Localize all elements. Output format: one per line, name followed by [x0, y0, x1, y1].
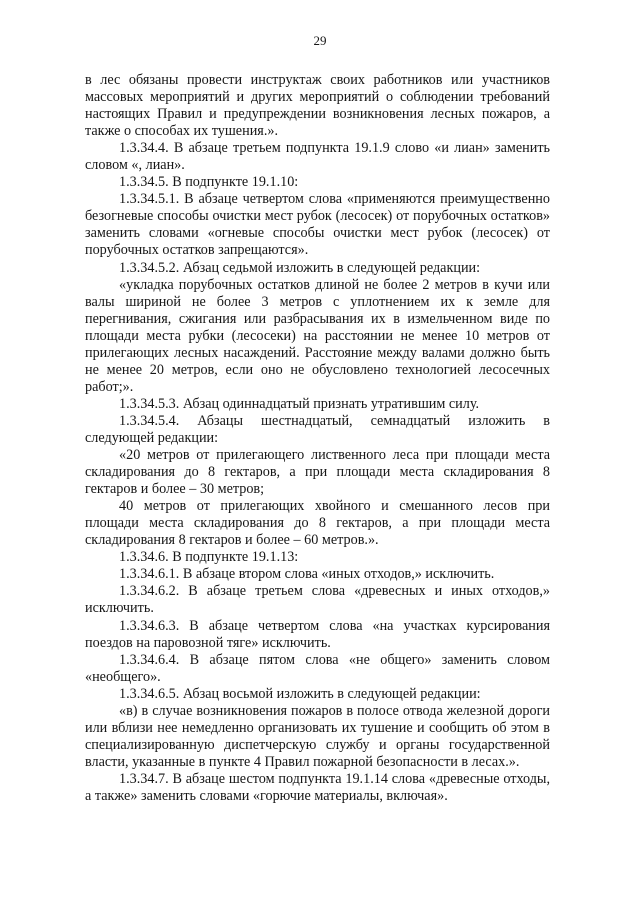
paragraph-1-3-34-5-4: 1.3.34.5.4. Абзацы шестнадцатый, семнадцатый изложить в следующей редакции:: [85, 412, 550, 446]
paragraph-1-3-34-6-2: 1.3.34.6.2. В абзаце третьем слова «древесных и иных отходов,» исключить.: [85, 583, 550, 617]
paragraph-1-3-34-6-3: 1.3.34.6.3. В абзаце четвертом слова «на участках курсирования поездов на паровозной тяге» исключить.: [85, 617, 550, 651]
paragraph-1-3-34-5-1: 1.3.34.5.1. В абзаце четвертом слова «применяются преимущественно безогневые способы очистки мест рубок (лесосек) от порубочных остатков» заменить словами «огневые способы очистки мест рубок (лесосек) от порубочных остатков запрещаются».: [85, 191, 550, 259]
paragraph-continuation: в лес обязаны провести инструктаж своих работников или участников массовых мероприятий и других мероприятий о соблюдении требований настоящих Правил и предупреждении возникновения лесных пожаров, а также о способах их тушения.».: [85, 72, 550, 140]
paragraph-1-3-34-7: 1.3.34.7. В абзаце шестом подпункта 19.1.14 слова «древесные отходы, а также» заменить словами «горючие материалы, включая».: [85, 770, 550, 804]
page-number: 29: [313, 33, 327, 48]
quoted-paragraph-20-meters: «20 метров от прилегающего лиственного леса при площади места складирования до 8 гектаров, а при площади места складирования 8 гектаров и более – 30 метров;: [85, 447, 550, 498]
paragraph-1-3-34-6-1: 1.3.34.6.1. В абзаце втором слова «иных отходов,» исключить.: [119, 566, 495, 583]
quoted-paragraph-fire-railway: «в) в случае возникновения пожаров в полосе отвода железной дороги или вблизи нее немедленно организовать их тушение и сообщить об этом в специализированную диспетчерскую службу и органы государственной власти, указанные в пункте 4 Правил пожарной безопасности в лесах.».: [85, 702, 550, 770]
paragraph-1-3-34-6-4: 1.3.34.6.4. В абзаце пятом слова «не общего» заменить словом «необщего».: [85, 651, 550, 685]
quoted-paragraph-logging-residues: «укладка порубочных остатков длиной не более 2 метров в кучи или валы шириной не более 3 метров с уплотнением их к земле для перегнивания, сжигания или разбрасывания их в измельченном виде по площади места рубки (лесосеки) на расстоянии не менее 10 метров от прилегающих лесных насаждений. Расстояние между валами должно быть не менее 20 метров, если оно не обусловлено технологией лесосечных работ;».: [85, 276, 550, 395]
paragraph-1-3-34-5-2: 1.3.34.5.2. Абзац седьмой изложить в следующей редакции:: [119, 259, 481, 276]
paragraph-1-3-34-5: 1.3.34.5. В подпункте 19.1.10:: [119, 174, 299, 191]
paragraph-1-3-34-4: 1.3.34.4. В абзаце третьем подпункта 19.1.9 слово «и лиан» заменить словом «, лиан».: [85, 140, 550, 174]
quoted-paragraph-40-meters: 40 метров от прилегающих хвойного и смешанного лесов при площади места складирования до 8 гектаров, а при площади места складирования 8 гектаров и более – 60 метров.».: [85, 498, 550, 549]
paragraph-1-3-34-6-5: 1.3.34.6.5. Абзац восьмой изложить в следующей редакции:: [119, 685, 481, 702]
paragraph-1-3-34-6: 1.3.34.6. В подпункте 19.1.13:: [119, 549, 299, 566]
document-body: [85, 72, 550, 805]
paragraph-1-3-34-5-3: 1.3.34.5.3. Абзац одиннадцатый признать утратившим силу.: [119, 395, 480, 412]
